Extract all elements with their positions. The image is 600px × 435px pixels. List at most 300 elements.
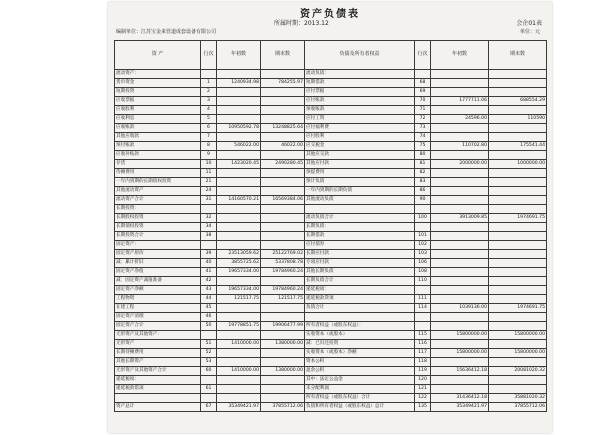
asset-opening [217, 205, 261, 214]
asset-line-no: 52 [201, 349, 217, 358]
table-row [115, 151, 547, 160]
asset-label: 其他应收款 [115, 133, 201, 142]
liability-line-no [415, 322, 431, 331]
liability-closing [489, 196, 547, 205]
table-row [115, 196, 547, 205]
liability-line-no: 118 [415, 358, 431, 367]
asset-label: 工程物资 [115, 295, 201, 304]
liability-line-no: 101 [415, 232, 431, 241]
table-row [115, 313, 547, 322]
table-row [115, 385, 547, 394]
liability-line-no [415, 205, 431, 214]
asset-line-no: 9 [201, 151, 217, 160]
asset-label: 长期待摊费用 [115, 349, 201, 358]
reporting-period: 所属时期：2013.12 [274, 20, 329, 27]
liability-label: 应付股利 [305, 133, 415, 142]
liability-opening [431, 133, 489, 142]
asset-opening: 1410000.00 [217, 340, 261, 349]
asset-opening: 23513059.62 [217, 250, 261, 259]
liability-label: 流动负债合计 [305, 214, 415, 223]
asset-opening [217, 232, 261, 241]
liability-label [305, 313, 415, 322]
asset-line-no: 43 [201, 286, 217, 295]
asset-line-no: 8 [201, 142, 217, 151]
liability-line-no: 71 [415, 106, 431, 115]
asset-line-no: 42 [201, 277, 217, 286]
asset-closing [261, 349, 305, 358]
liability-label: 其他流动负债 [305, 196, 415, 205]
liability-line-no: 114 [415, 304, 431, 313]
asset-closing [261, 313, 305, 322]
table-row [115, 277, 547, 286]
liability-line-no: 122 [415, 394, 431, 403]
liability-opening [431, 178, 489, 187]
asset-line-no [201, 394, 217, 403]
table-row [115, 160, 547, 169]
asset-label: 固定资产合计 [115, 322, 201, 331]
asset-line-no: 38 [201, 232, 217, 241]
liability-closing [489, 70, 547, 79]
asset-line-no: 31 [201, 196, 217, 205]
currency-unit: 单位：元 [519, 29, 540, 35]
table-row [115, 268, 547, 277]
liability-opening: 3913009.85 [431, 214, 489, 223]
asset-label: 流动资产合计 [115, 196, 201, 205]
asset-line-no: 51 [201, 340, 217, 349]
asset-line-no: 7 [201, 133, 217, 142]
liability-label: 其中：法定公益金 [305, 376, 415, 385]
liability-label: 一年内到期的长期负债 [305, 187, 415, 196]
asset-closing [261, 187, 305, 196]
asset-closing [261, 106, 305, 115]
asset-line-no: 45 [201, 304, 217, 313]
liability-closing [489, 169, 547, 178]
liability-opening: 31436412.18 [431, 394, 489, 403]
asset-opening [217, 88, 261, 97]
asset-opening: 3855725.62 [217, 259, 261, 268]
asset-label: 无形资产及其他资产： [115, 331, 201, 340]
asset-line-no: 4 [201, 106, 217, 115]
liability-label: 应付工资 [305, 115, 415, 124]
asset-closing: 19906477.99 [261, 322, 305, 331]
asset-line-no [201, 331, 217, 340]
liability-label: 其他应付款 [305, 160, 415, 169]
liability-line-no: 116 [415, 340, 431, 349]
asset-closing [261, 115, 305, 124]
asset-line-no: 60 [201, 367, 217, 376]
table-row [115, 88, 547, 97]
asset-label: 流动资产： [115, 70, 201, 79]
table-row [115, 295, 547, 304]
asset-opening [217, 151, 261, 160]
asset-closing [261, 70, 305, 79]
liability-closing [489, 358, 547, 367]
liability-line-no: 90 [415, 196, 431, 205]
table-row [115, 97, 547, 106]
liability-opening: 1039136.00 [431, 304, 489, 313]
liability-closing [489, 313, 547, 322]
table-row [115, 70, 547, 79]
table-row [115, 286, 547, 295]
asset-label: 其他长期资产 [115, 358, 201, 367]
asset-opening [217, 97, 261, 106]
table-row [115, 133, 547, 142]
asset-line-no: 3 [201, 97, 217, 106]
asset-line-no: 61 [201, 385, 217, 394]
liability-closing [489, 268, 547, 277]
liability-closing [489, 295, 547, 304]
liability-closing [489, 88, 547, 97]
liability-label: 负债合计 [305, 304, 415, 313]
asset-line-no: 2 [201, 88, 217, 97]
asset-line-no: 1 [201, 79, 217, 88]
liability-closing [489, 133, 547, 142]
liability-opening [431, 223, 489, 232]
asset-closing [261, 133, 305, 142]
asset-line-no: 6 [201, 124, 217, 133]
liability-line-no [415, 223, 431, 232]
liability-opening [431, 70, 489, 79]
asset-line-no: 5 [201, 115, 217, 124]
page-title: 资产负债表 [300, 9, 360, 20]
company-name: 编制单位：江苏宝金来管道成套设备有限公司 [116, 29, 217, 35]
liability-opening: 110702.80 [431, 142, 489, 151]
liability-opening [431, 88, 489, 97]
asset-label: 固定资产清理 [115, 313, 201, 322]
asset-closing [261, 241, 305, 250]
liability-closing [489, 187, 547, 196]
liability-label: 实收资本（或股本）净额 [305, 349, 415, 358]
liability-closing [489, 340, 547, 349]
col-header-opening-2: 年初数 [431, 41, 489, 70]
asset-label: 一年内到期的长期债权投资 [115, 178, 201, 187]
asset-label: 固定资产： [115, 241, 201, 250]
asset-closing [261, 97, 305, 106]
asset-opening [217, 187, 261, 196]
asset-line-no: 44 [201, 295, 217, 304]
balance-sheet-page [108, 2, 552, 433]
asset-label: 应收补贴款 [115, 151, 201, 160]
asset-opening [217, 223, 261, 232]
liability-label: 应交税金 [305, 142, 415, 151]
liability-label: 未分配利润 [305, 385, 415, 394]
asset-opening [217, 241, 261, 250]
table-row [115, 349, 547, 358]
asset-label: 待摊费用 [115, 169, 201, 178]
liability-label: 长期应付款 [305, 250, 415, 259]
asset-label: 无形资产及其他资产合计 [115, 367, 201, 376]
asset-opening [217, 106, 261, 115]
liability-line-no: 110 [415, 277, 431, 286]
asset-opening: 546022.00 [217, 142, 261, 151]
asset-opening: 1410000.00 [217, 367, 261, 376]
asset-closing [261, 304, 305, 313]
asset-line-no: 46 [201, 313, 217, 322]
table-row [115, 142, 547, 151]
asset-opening [217, 304, 261, 313]
table-row [115, 241, 547, 250]
liability-line-no: 74 [415, 133, 431, 142]
table-row [115, 394, 547, 403]
liability-line-no: 69 [415, 88, 431, 97]
liability-label: 实收资本（或股本） [305, 331, 415, 340]
asset-closing [261, 178, 305, 187]
liability-opening [431, 196, 489, 205]
liability-closing [489, 223, 547, 232]
liability-label: 所有者权益（或股东权益）合计 [305, 394, 415, 403]
asset-closing: 1380000.00 [261, 340, 305, 349]
table-body [115, 70, 547, 412]
liability-opening [431, 241, 489, 250]
table-row [115, 367, 547, 376]
asset-label: 减：累计折旧 [115, 259, 201, 268]
liability-closing [489, 151, 547, 160]
table-row [115, 250, 547, 259]
asset-label: 其他流动资产 [115, 187, 201, 196]
liability-opening [431, 268, 489, 277]
liability-label: 负债和所有者权益（或股东权益）总计 [305, 403, 415, 412]
liability-line-no [415, 70, 431, 79]
asset-label: 固定资产净额 [115, 286, 201, 295]
liability-line-no: 86 [415, 187, 431, 196]
asset-label: 固定资产净值 [115, 268, 201, 277]
asset-closing [261, 331, 305, 340]
asset-closing: 19784960.24 [261, 268, 305, 277]
asset-line-no: 32 [201, 214, 217, 223]
liability-opening [431, 295, 489, 304]
asset-closing [261, 88, 305, 97]
asset-closing: 121517.75 [261, 295, 305, 304]
col-header-line-no: 行次 [201, 41, 217, 70]
table-row [115, 376, 547, 385]
liability-opening [431, 259, 489, 268]
asset-opening [217, 313, 261, 322]
asset-label: 固定资产原价 [115, 250, 201, 259]
liability-closing [489, 385, 547, 394]
asset-label: 应收股利 [115, 106, 201, 115]
table-row [115, 403, 547, 412]
asset-closing: 25122769.02 [261, 250, 305, 259]
asset-label: 在建工程 [115, 304, 201, 313]
liability-opening [431, 151, 489, 160]
asset-line-no [201, 376, 217, 385]
liability-opening [431, 358, 489, 367]
asset-label: 货币资金 [115, 79, 201, 88]
liability-closing: 1974691.75 [489, 214, 547, 223]
liability-label: 专项应付款 [305, 259, 415, 268]
liability-line-no: 82 [415, 169, 431, 178]
liability-closing [489, 241, 547, 250]
col-header-opening: 年初数 [217, 41, 261, 70]
asset-closing [261, 205, 305, 214]
asset-label: 无形资产 [115, 340, 201, 349]
asset-closing: 1380000.00 [261, 367, 305, 376]
liability-label: 递延税款贷项 [305, 295, 415, 304]
liability-label: 预计负债 [305, 178, 415, 187]
liability-opening: 15800000.00 [431, 349, 489, 358]
liability-closing: 15800000.00 [489, 331, 547, 340]
asset-opening [217, 178, 261, 187]
liability-opening [431, 376, 489, 385]
liability-line-no: 83 [415, 178, 431, 187]
liability-line-no: 121 [415, 385, 431, 394]
table-row [115, 169, 547, 178]
table-row [115, 331, 547, 340]
liability-opening [431, 385, 489, 394]
asset-opening [217, 70, 261, 79]
liability-closing: 15800000.00 [489, 349, 547, 358]
asset-line-no: 11 [201, 169, 217, 178]
col-header-assets: 资 产 [115, 41, 201, 70]
liability-line-no: 75 [415, 142, 431, 151]
asset-label: 资产总计 [115, 403, 201, 412]
liability-line-no: 103 [415, 250, 431, 259]
liability-closing [489, 376, 547, 385]
liability-label [305, 205, 415, 214]
asset-opening: 19657334.00 [217, 286, 261, 295]
table-row [115, 259, 547, 268]
liability-line-no: 106 [415, 259, 431, 268]
liability-label: 应付票据 [305, 88, 415, 97]
liability-line-no: 81 [415, 160, 431, 169]
liability-opening [431, 106, 489, 115]
asset-label: 应收利息 [115, 115, 201, 124]
liability-line-no: 80 [415, 151, 431, 160]
asset-opening: 19657334.00 [217, 268, 261, 277]
liability-opening: 2000000.00 [431, 160, 489, 169]
liability-closing [489, 124, 547, 133]
asset-label: 长期投资合计 [115, 232, 201, 241]
col-header-liabilities: 负债及所有者权益 [305, 41, 415, 70]
liability-opening [431, 205, 489, 214]
asset-opening [217, 115, 261, 124]
liability-closing [489, 106, 547, 115]
liability-label: 所有者权益（或股东权益）： [305, 322, 415, 331]
liability-label: 长期负债： [305, 223, 415, 232]
liability-closing [489, 178, 547, 187]
table-row [115, 340, 547, 349]
asset-closing: 19784960.24 [261, 286, 305, 295]
liability-opening [431, 187, 489, 196]
asset-closing [261, 376, 305, 385]
table-row [115, 304, 547, 313]
asset-line-no: 50 [201, 322, 217, 331]
table-row [115, 187, 547, 196]
table-row [115, 232, 547, 241]
asset-label: 长期股权投资 [115, 214, 201, 223]
liability-line-no: 135 [415, 403, 431, 412]
liability-line-no: 72 [415, 115, 431, 124]
asset-closing [261, 169, 305, 178]
liability-label: 预收账款 [305, 106, 415, 115]
liability-closing [489, 205, 547, 214]
asset-closing: 13248825.64 [261, 124, 305, 133]
asset-closing [261, 277, 305, 286]
liability-closing: 20081020.32 [489, 367, 547, 376]
asset-label: 递延税项： [115, 376, 201, 385]
liability-label: 递延税项： [305, 286, 415, 295]
table-row [115, 115, 547, 124]
table-row [115, 358, 547, 367]
liability-closing [489, 259, 547, 268]
asset-line-no [201, 70, 217, 79]
asset-opening [217, 331, 261, 340]
asset-line-no: 41 [201, 268, 217, 277]
asset-opening: 1423020.45 [217, 160, 261, 169]
asset-closing: 5337808.78 [261, 259, 305, 268]
liability-line-no [415, 286, 431, 295]
liability-label: 预提费用 [305, 169, 415, 178]
liability-opening [431, 277, 489, 286]
col-header-line-no-2: 行次 [415, 41, 431, 70]
liability-line-no: 117 [415, 349, 431, 358]
col-header-closing: 期末数 [261, 41, 305, 70]
asset-closing [261, 232, 305, 241]
asset-line-no: 34 [201, 223, 217, 232]
asset-label: 减：固定资产减值准备 [115, 277, 201, 286]
liability-opening [431, 313, 489, 322]
table-row [115, 322, 547, 331]
asset-label [115, 394, 201, 403]
asset-closing: 2490280.45 [261, 160, 305, 169]
asset-label: 递延税款借项 [115, 385, 201, 394]
liability-opening: 24596.00 [431, 115, 489, 124]
liability-opening: 1777711.06 [431, 97, 489, 106]
liability-opening [431, 124, 489, 133]
liability-opening [431, 169, 489, 178]
table-row [115, 205, 547, 214]
asset-label: 预付账款 [115, 142, 201, 151]
liability-closing: 688554.29 [489, 97, 547, 106]
liability-label: 其他应交款 [305, 151, 415, 160]
liability-closing: 37855712.06 [489, 403, 547, 412]
asset-closing: 16569384.06 [261, 196, 305, 205]
liability-closing [489, 322, 547, 331]
liability-closing: 35881020.32 [489, 394, 547, 403]
liability-line-no: 68 [415, 79, 431, 88]
liability-line-no [415, 313, 431, 322]
form-number: 会企01表 [516, 20, 542, 27]
liability-opening [431, 286, 489, 295]
asset-line-no: 10 [201, 160, 217, 169]
table-row [115, 214, 547, 223]
liability-closing [489, 250, 547, 259]
asset-closing [261, 394, 305, 403]
liability-line-no: 102 [415, 241, 431, 250]
liability-closing [489, 79, 547, 88]
col-header-closing-2: 期末数 [489, 41, 547, 70]
liability-opening: 15636412.18 [431, 367, 489, 376]
table-row [115, 106, 547, 115]
asset-closing [261, 151, 305, 160]
table-row [115, 223, 547, 232]
balance-sheet-table [114, 40, 547, 412]
liability-label: 长期借款 [305, 232, 415, 241]
asset-opening [217, 169, 261, 178]
asset-closing [261, 214, 305, 223]
liability-opening [431, 250, 489, 259]
asset-line-no: 53 [201, 358, 217, 367]
asset-opening [217, 394, 261, 403]
asset-line-no: 40 [201, 259, 217, 268]
asset-label: 长期投资： [115, 205, 201, 214]
asset-opening: 1240934.98 [217, 79, 261, 88]
liability-label: 减：已归还投资 [305, 340, 415, 349]
liability-label: 应付福利费 [305, 124, 415, 133]
liability-opening [431, 340, 489, 349]
asset-line-no [201, 241, 217, 250]
asset-opening [217, 376, 261, 385]
